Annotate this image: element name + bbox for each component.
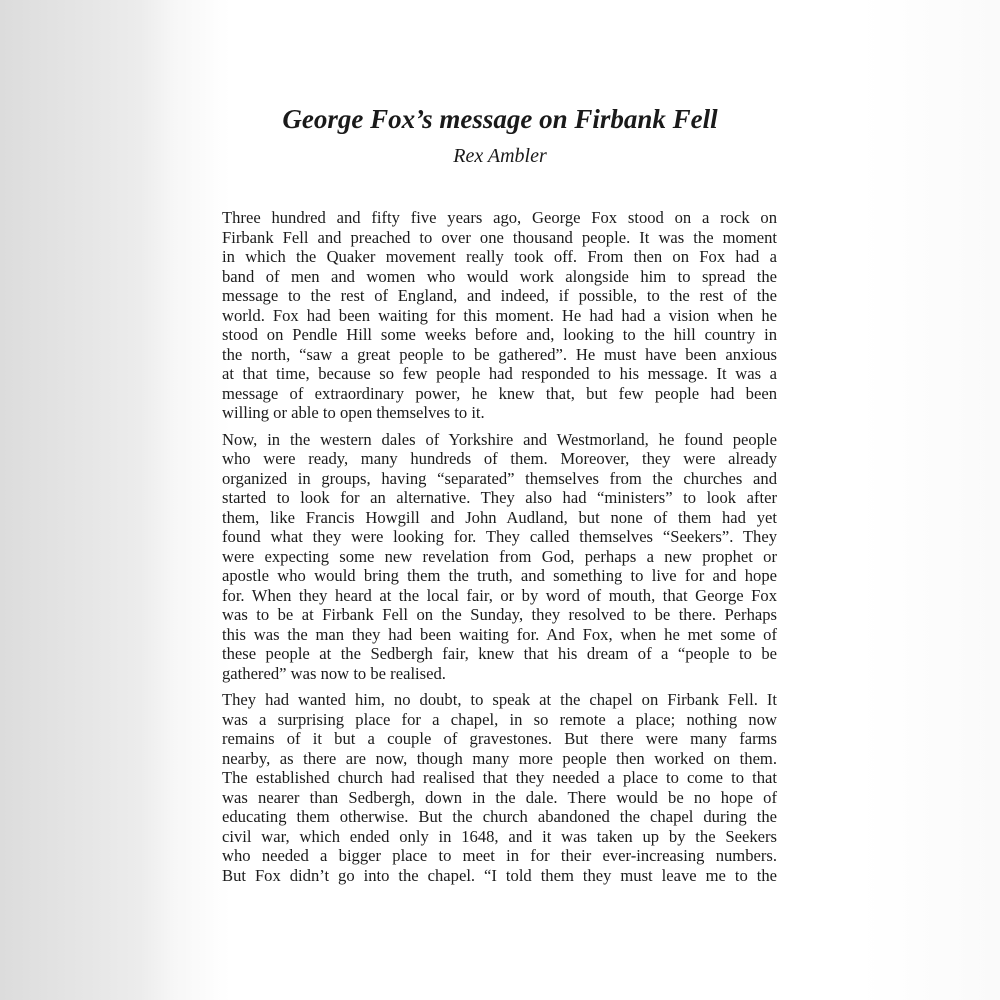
text-line: the north, “saw a great people to be gathered”. He must have been anxious: [222, 344, 777, 364]
text-line: was nearer than Sedbergh, down in the dale. There would be no hope of: [222, 787, 777, 807]
text-line: willing or able to open themselves to it.: [222, 403, 485, 422]
text-line: message to the rest of England, and indeed, if possible, to the rest of the: [222, 286, 777, 305]
text-line: Three hundred and fifty five years ago, George Fox stood on a rock on: [222, 208, 777, 227]
text-line: educating them otherwise. But the church abandoned the chapel during the: [222, 807, 777, 826]
text-line: started to look for an alternative. They also had “ministers” to look after: [222, 488, 777, 507]
text-line: who needed a bigger place to meet in for their ever-increasing numbers.: [222, 846, 777, 865]
text-line: gathered” was now to be realised.: [222, 663, 446, 683]
text-line: Firbank Fell and preached to over one thousand people. It was the moment: [222, 227, 777, 247]
text-line: these people at the Sedbergh fair, knew that his dream of a “people to be: [222, 644, 777, 663]
paragraph: [222, 690, 777, 885]
text-line: was to be at Firbank Fell on the Sunday, they resolved to be there. Perhaps: [222, 605, 777, 624]
text-line: band of men and women who would work alongside him to spread the: [222, 266, 777, 286]
text-line: for. When they heard at the local fair, or by word of mouth, that George Fox: [222, 585, 777, 605]
text-line: were expecting some new revelation from God, perhaps a new prophet or: [222, 546, 777, 566]
text-line: in which the Quaker movement really took off. From then on Fox had a: [222, 247, 777, 266]
text-line: Now, in the western dales of Yorkshire and Westmorland, he found people: [222, 429, 777, 449]
article-author: Rex Ambler: [453, 145, 547, 167]
text-line: The established church had realised that they needed a place to come to that: [222, 768, 777, 787]
text-line: message of extraordinary power, he knew that, but few people had been: [222, 383, 777, 403]
text-line: who were ready, many hundreds of them. Moreover, they were already: [222, 449, 777, 468]
article-body: [222, 208, 777, 892]
text-line: apostle who would bring them the truth, and something to live for and hope: [222, 566, 777, 585]
text-line: this was the man they had been waiting for. And Fox, when he met some of: [222, 624, 777, 644]
text-line: They had wanted him, no doubt, to speak at the chapel on Firbank Fell. It: [222, 690, 777, 709]
text-line: was a surprising place for a chapel, in so remote a place; nothing now: [222, 709, 777, 729]
text-line: found what they were looking for. They called themselves “Seekers”. They: [222, 527, 777, 546]
article-title: George Fox’s message on Firbank Fell: [282, 104, 718, 134]
paragraph: [222, 430, 777, 684]
text-line: them, like Francis Howgill and John Audland, but none of them had yet: [222, 507, 777, 527]
text-line: stood on Pendle Hill some weeks before and, looking to the hill country in: [222, 325, 777, 344]
text-line: nearby, as there are now, though many more people then worked on them.: [222, 748, 777, 768]
text-line: world. Fox had been waiting for this moment. He had had a vision when he: [222, 305, 777, 325]
text-line: But Fox didn’t go into the chapel. “I told them they must leave me to the: [222, 865, 777, 885]
text-line: civil war, which ended only in 1648, and it was taken up by the Seekers: [222, 826, 777, 846]
paragraph: [222, 208, 777, 423]
text-line: remains of it but a couple of gravestones. But there were many farms: [222, 729, 777, 748]
text-line: at that time, because so few people had responded to his message. It was a: [222, 364, 777, 383]
text-line: organized in groups, having “separated” themselves from the churches and: [222, 468, 777, 488]
